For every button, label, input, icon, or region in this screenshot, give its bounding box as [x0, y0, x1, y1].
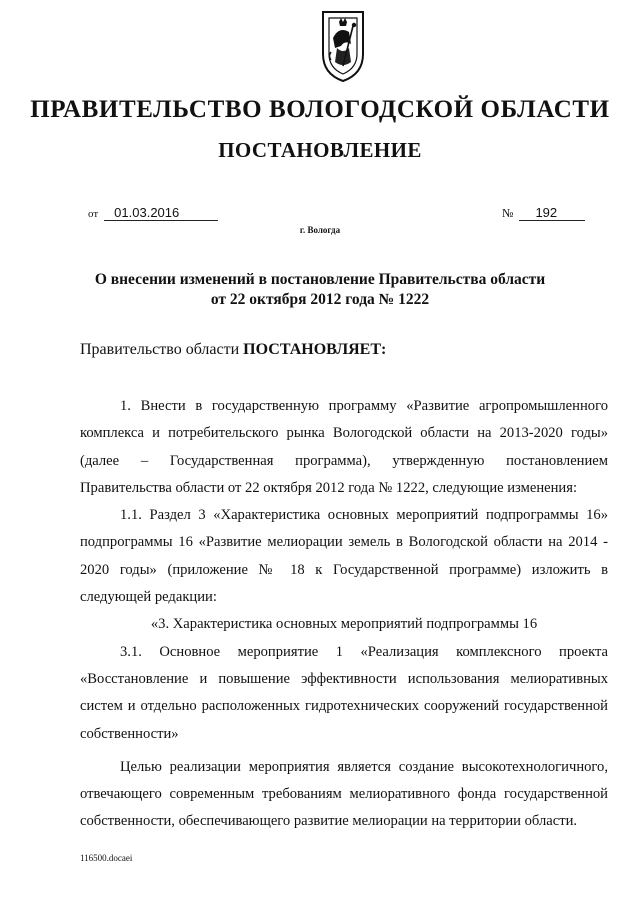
paragraph-goal: Целью реализации мероприятия является создание высокотехнологичного, отвечающего современным требованиям мелиоративного фонда государственной собственности, обеспечивающего развитие мелиорации на территории области.: [80, 758, 608, 830]
subject-line-1: О внесении изменений в постановление Правительства области: [94, 271, 546, 288]
document-date: [88, 205, 218, 221]
footer-filename: 116500.docaei: [80, 853, 133, 863]
city: г. Вологда: [299, 225, 341, 235]
section-heading: «3. Характеристика основных мероприятий подпрограммы 16: [150, 616, 538, 633]
date-value: 01.03.2016: [104, 205, 218, 221]
vologda-coat-of-arms-icon: [319, 8, 367, 84]
date-prefix: от: [88, 208, 99, 220]
subject-line-2: от 22 октября 2012 года № 1222: [210, 291, 430, 308]
document-subject: [0, 270, 640, 310]
government-title: ПРАВИТЕЛЬСТВО ВОЛОГОДСКОЙ ОБЛАСТИ: [30, 96, 610, 123]
paragraph-3-1: 3.1. Основное мероприятие 1 «Реализация комплексного проекта «Восстановление и повышение эффективности использования мелиоративных систем и отдельно расположенных гидротехнических сооружений государственной собственности»: [80, 643, 608, 742]
preamble: [80, 341, 386, 359]
document-body: [80, 393, 608, 836]
number-value: 192: [519, 205, 585, 221]
document-type: ПОСТАНОВЛЕНИЕ: [218, 138, 422, 162]
preamble-verb: ПОСТАНОВЛЯЕТ:: [243, 341, 387, 358]
paragraph-1-1: 1.1. Раздел 3 «Характеристика основных мероприятий подпрограммы 16» подпрограммы 16 «Развитие мелиорации земель в Вологодской области на 2014 - 2020 годы» (приложение № 18 к Государственной программе) изложить в следующей редакции:: [80, 507, 608, 606]
preamble-text: Правительство области: [80, 341, 244, 358]
paragraph-1: 1. Внести в государственную программу «Развитие агропромышленного комплекса и потребительского рынка Вологодской области на 2013-2020 годы» (далее – Государственная программа), утвержденную постановлением Правительства области от 22 октября 2012 года № 1222, следующие изменения:: [80, 398, 608, 496]
document-number: [502, 205, 585, 221]
number-prefix: №: [502, 206, 514, 220]
